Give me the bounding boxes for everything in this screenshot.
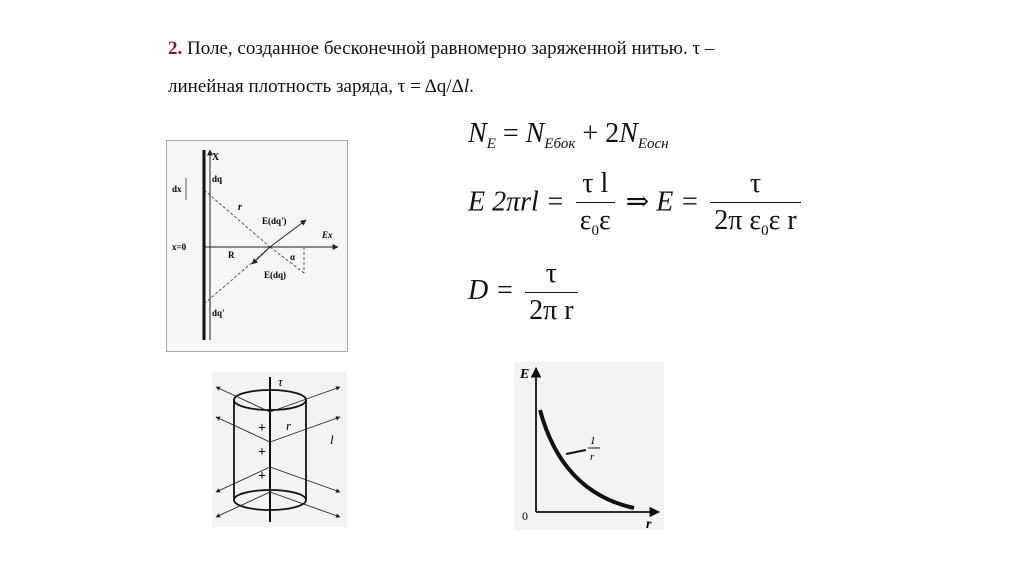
f2-lhs: E 2πrl = (468, 186, 565, 218)
f2-frac1-den-sub: 0 (591, 223, 599, 239)
curve-label-den: r (590, 451, 595, 463)
f2-implies-arrow: ⇒ (625, 186, 650, 218)
radius-label: r (286, 418, 292, 433)
ex-label: Ex (322, 230, 333, 240)
r-label: r (238, 202, 242, 213)
e-dq-prime-label: E(dq') (262, 216, 287, 226)
diagram-frame (167, 141, 348, 352)
f3-fraction (525, 258, 577, 327)
field-diagram (166, 140, 348, 352)
cylinder-figure (212, 372, 347, 527)
plus-sign: + (258, 469, 266, 484)
heading-line2-suffix: . (469, 76, 474, 97)
y-axis-label: E (520, 367, 530, 382)
heading-line-2 (168, 68, 828, 106)
f2-frac2-num: τ (749, 168, 762, 199)
f2-frac2-den-b: ε r (768, 205, 797, 236)
f2-rhs: E = (656, 186, 700, 218)
formula-field (468, 168, 805, 240)
origin-label: 0 (522, 509, 528, 523)
cylinder-bg (212, 372, 347, 527)
curve-label-num: 1 (590, 435, 596, 447)
f2-frac1-den (576, 202, 615, 240)
f2-fraction-2 (710, 168, 801, 240)
f2-fraction-1 (576, 168, 615, 240)
dx-label: dx (172, 184, 182, 194)
f1-plus: + 2 (582, 118, 620, 149)
length-label: l (330, 432, 334, 447)
f1-term2-sub: Eосн (637, 136, 669, 152)
f1-eq: = (502, 118, 519, 149)
f1-term1-sub: Eбок (544, 136, 576, 152)
alpha-label: α (290, 252, 296, 262)
f2-frac2-den-sub: 0 (761, 223, 769, 239)
e-dq-label: E(dq) (264, 270, 287, 280)
slide-heading (168, 30, 828, 106)
f2-frac2-den (710, 202, 801, 240)
f2-frac2-den-a: 2π ε (714, 205, 762, 236)
x0-label: x=0 (172, 242, 187, 252)
heading-line2-prefix: линейная плотность заряда, τ = Δq/Δ (168, 76, 464, 97)
tau-label: τ (278, 374, 283, 389)
dq-prime-label: dq' (212, 308, 225, 318)
heading-number: 2. (168, 38, 183, 59)
formula-flux (468, 118, 669, 153)
plus-sign: + (258, 421, 266, 436)
f1-term1: N (525, 118, 545, 149)
f2-frac1-den-b: ε (598, 205, 611, 236)
formula-induction (468, 258, 582, 327)
e-vs-r-graph (514, 362, 664, 530)
f1-term2: N (619, 118, 638, 149)
f3-den: 2π r (525, 292, 577, 327)
f1-lhs: N (468, 118, 487, 149)
f1-lhs-sub: E (486, 136, 496, 152)
plus-sign: + (258, 445, 266, 460)
x-axis-label: X (212, 152, 220, 163)
f3-num: τ (545, 258, 557, 289)
f2-frac1-num: τ l (582, 168, 609, 199)
f2-frac1-den-a: ε (579, 205, 592, 236)
R-label: R (228, 250, 235, 260)
dq-label: dq (212, 174, 223, 184)
f3-lhs: D = (468, 274, 515, 306)
x-axis-label: r (646, 517, 652, 530)
heading-line-1 (168, 30, 828, 68)
heading-line1-text: Поле, созданное бесконечной равномерно заряженной нитью. τ – (187, 38, 715, 59)
heading-line2-italic: l (463, 76, 470, 97)
